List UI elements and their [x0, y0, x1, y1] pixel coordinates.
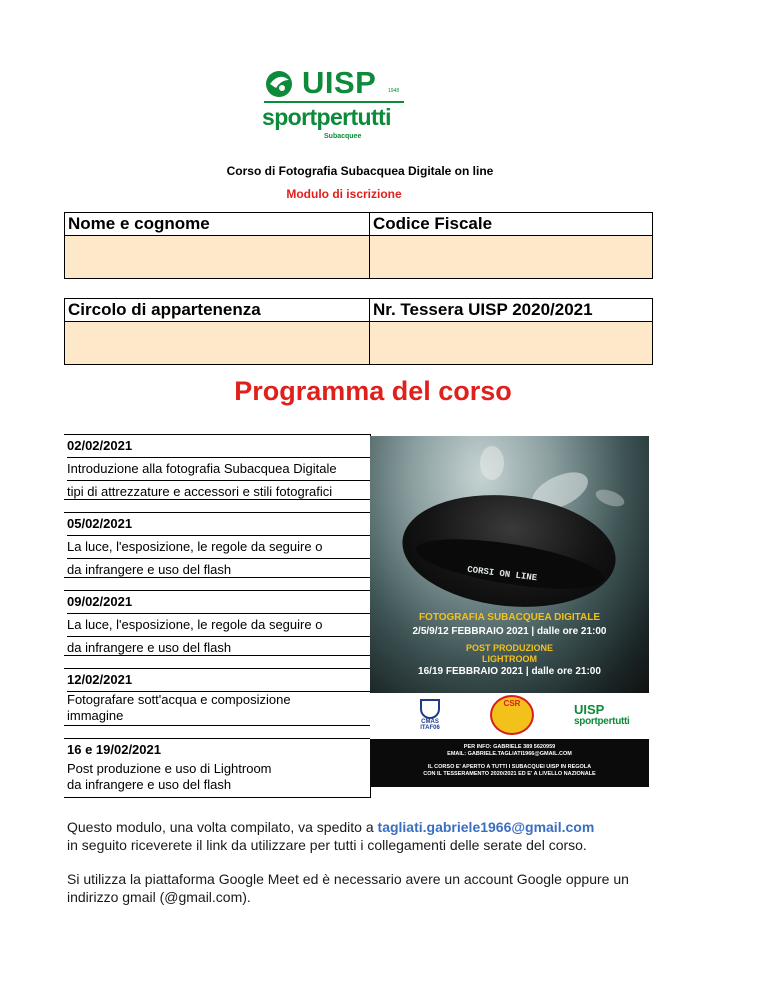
session-date: 02/02/2021 — [67, 435, 371, 458]
form-title: Modulo di iscrizione — [286, 187, 402, 201]
logo-year-mark: 1948 — [388, 88, 400, 94]
session-line: La luce, l'esposizione, le regole da seguire o — [67, 536, 370, 559]
uisp-small-tagline: sportpertutti — [574, 716, 630, 727]
session-box — [64, 668, 371, 726]
session-line: Post produzione e uso di Lightroom — [67, 761, 272, 776]
poster-info: PER INFO: GABRIELE 389 5620959 — [463, 744, 556, 750]
table-input-row — [65, 322, 652, 364]
session-date: 05/02/2021 — [67, 513, 371, 536]
poster-info: EMAIL: GABRIELE.TAGLIATI1966@GMAIL.COM — [447, 751, 572, 757]
session-line: La luce, l'esposizione, le regole da seguire o — [67, 614, 370, 637]
course-poster — [370, 436, 649, 787]
programme-title: Programma del corso — [234, 376, 512, 406]
poster-line: FOTOGRAFIA SUBACQUEA DIGITALE — [418, 612, 601, 623]
registration-table-membership — [64, 298, 653, 365]
platform-line: indirizzo gmail (@gmail.com). — [67, 889, 251, 905]
poster-line: POST PRODUZIONE — [465, 643, 553, 653]
logo-divider — [264, 101, 404, 103]
session-line: Introduzione alla fotografia Subacquea Digitale — [67, 458, 370, 481]
itaf-label: ITAF06 — [420, 725, 440, 731]
poster-photo — [370, 436, 649, 693]
session-line: immagine — [67, 708, 124, 723]
poster-info-band — [370, 739, 649, 787]
session-date: 16 e 19/02/2021 — [67, 742, 161, 757]
session-box — [64, 434, 371, 500]
poster-info: IL CORSO E' APERTO A TUTTI I SUBACQUEI UISP IN REGOLA — [427, 764, 592, 770]
fish-shape — [594, 486, 627, 509]
csr-logo — [490, 695, 534, 735]
email-link[interactable]: tagliati.gabriele1966@gmail.com — [377, 819, 595, 835]
session-box — [64, 738, 371, 798]
instruction-line: in seguito riceverete il link da utilizzare per tutti i collegamenti delle serate del corso. — [67, 837, 587, 853]
uisp-emblem-icon — [262, 68, 298, 98]
session-date: 12/02/2021 — [67, 669, 371, 692]
session-date: 09/02/2021 — [67, 591, 371, 614]
session-box — [64, 512, 371, 578]
poster-line: 16/19 FEBBRAIO 2021 | dalle ore 21:00 — [418, 666, 601, 677]
name-header: Nome e cognome — [65, 213, 370, 235]
instruction-text: Questo modulo, una volta compilato, va spedito a — [67, 819, 374, 835]
session-line: da infrangere e uso del flash — [67, 562, 232, 577]
course-title: Corso di Fotografia Subacquea Digitale on line — [226, 164, 494, 178]
table-header-row — [65, 299, 652, 322]
poster-sponsors — [370, 693, 649, 739]
card-number-header: Nr. Tessera UISP 2020/2021 — [373, 300, 593, 319]
cmas-label: CMAS — [421, 719, 439, 725]
cmas-logo — [410, 699, 450, 739]
instruction-line — [67, 818, 594, 836]
session-line: da infrangere e uso del flash — [67, 777, 232, 792]
session-line: tipi di attrezzature e accessori e stili fotografici — [67, 484, 333, 499]
uisp-small-logo: UISP — [574, 702, 605, 717]
name-field[interactable] — [65, 236, 370, 278]
csr-label: CSR — [503, 699, 521, 708]
poster-line: 2/5/9/12 FEBBRAIO 2021 | dalle ore 21:00 — [412, 626, 607, 637]
logo-brand: UISP — [302, 65, 377, 100]
fiscal-code-header: Codice Fiscale — [373, 214, 493, 233]
poster-info: CON IL TESSERAMENTO 2020/2021 ED E' A LIVELLO NAZIONALE — [423, 771, 596, 777]
session-line: da infrangere e uso del flash — [67, 640, 232, 655]
registration-table-personal — [64, 212, 653, 279]
table-header-row — [65, 213, 652, 236]
table-input-row — [65, 236, 652, 278]
club-field[interactable] — [65, 322, 370, 364]
poster-overlay-text: CORSI ON LINE — [466, 564, 538, 584]
session-line: Fotografare sott'acqua e composizione — [67, 692, 291, 707]
poster-line: LIGHTROOM — [482, 654, 537, 664]
logo-tagline: sportpertutti — [262, 104, 391, 130]
club-header: Circolo di appartenenza — [65, 299, 370, 321]
card-number-field[interactable] — [370, 322, 652, 364]
fiscal-code-field[interactable] — [370, 236, 652, 278]
platform-line: Si utilizza la piattaforma Google Meet ed è necessario avere un account Google oppure un — [67, 871, 629, 887]
uisp-logo — [262, 66, 412, 146]
cmas-shield-icon — [420, 699, 440, 719]
fish-shape — [480, 446, 504, 480]
logo-section: Subacquee — [324, 133, 362, 140]
session-box — [64, 590, 371, 656]
